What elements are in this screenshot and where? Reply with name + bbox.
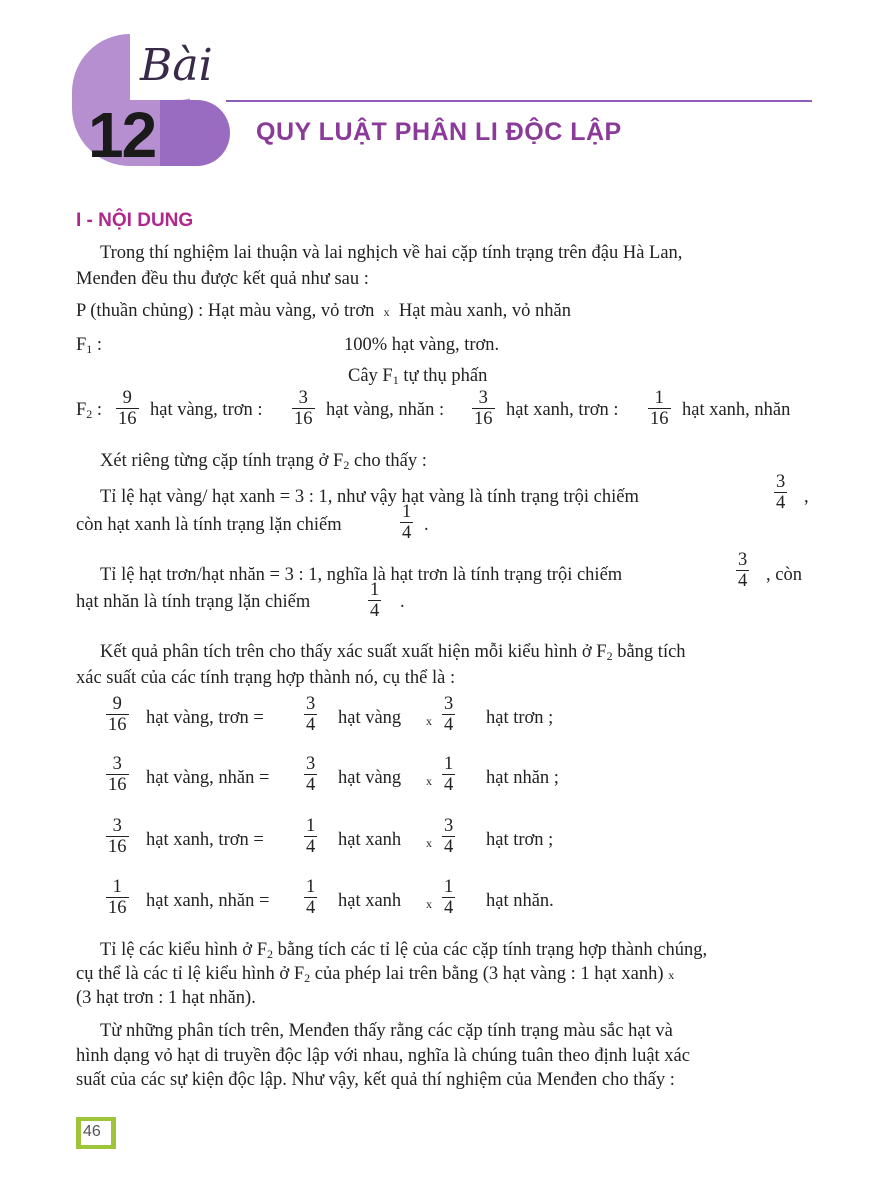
- fraction: 3 4: [306, 754, 316, 795]
- result-line2: xác suất của các tính trạng hợp thành nó, cụ thể là :: [76, 668, 456, 688]
- ratio1-comma: ,: [804, 487, 809, 507]
- times-sign: x: [383, 305, 390, 319]
- fraction: 3 16: [108, 816, 127, 857]
- fraction: 1 4: [402, 502, 412, 543]
- lesson-label: Bài: [140, 40, 213, 91]
- product-label: hạt vàng, nhăn =: [146, 768, 270, 788]
- fraction: 1 16: [108, 877, 127, 918]
- product-term: hạt trơn ;: [486, 830, 554, 850]
- last-para-line2: hình dạng vỏ hạt di truyền độc lập với nhau, nghĩa là chúng tuân theo định luật xác: [76, 1046, 690, 1066]
- ratio2-end: .: [400, 592, 405, 612]
- fraction: 3 16: [294, 388, 313, 429]
- last-para-line3: suất của các sự kiện độc lập. Như vậy, kết quả thí nghiệm của Menđen cho thấy :: [76, 1070, 675, 1090]
- product-term: hạt vàng: [338, 768, 402, 788]
- para1-line1: Trong thí nghiệm lai thuận và lai nghịch về hai cặp tính trạng trên đậu Hà Lan,: [100, 243, 683, 263]
- fraction: 3 4: [444, 816, 454, 857]
- ratio1-line1: Tỉ lệ hạt vàng/ hạt xanh = 3 : 1, như vậy hạt vàng là tính trạng trội chiếm: [100, 487, 639, 507]
- f2-item: hạt xanh, nhăn: [682, 400, 791, 420]
- page-title: QUY LUẬT PHÂN LI ĐỘC LẬP: [256, 118, 622, 146]
- fraction: 9 16: [118, 388, 137, 429]
- fraction: 3 16: [108, 754, 127, 795]
- product-label: hạt xanh, trơn =: [146, 830, 264, 850]
- ratio1-line2: còn hạt xanh là tính trạng lặn chiếm: [76, 515, 342, 535]
- f2-item: hạt vàng, nhăn :: [326, 400, 445, 420]
- fraction: 1 4: [370, 580, 380, 621]
- times-sign: x: [426, 714, 432, 728]
- fraction: 3 4: [776, 472, 786, 513]
- times-sign: x: [426, 897, 432, 911]
- times-sign: x: [426, 836, 432, 850]
- header-rule: [226, 100, 812, 102]
- page-number-tab: [76, 1117, 116, 1149]
- header-arc: [160, 100, 230, 166]
- result-line1: Kết quả phân tích trên cho thấy xác suất xuất hiện mỗi kiểu hình ở $F_2$ bằng tích: [100, 642, 686, 663]
- product-label: hạt xanh, nhăn =: [146, 891, 270, 911]
- product-label: hạt vàng, trơn =: [146, 708, 264, 728]
- ratio-para-line3: (3 hạt trơn : 1 hạt nhăn).: [76, 988, 256, 1008]
- fraction: 3 16: [474, 388, 493, 429]
- p-left: P (thuần chủng) : Hạt màu vàng, vỏ trơn: [76, 301, 375, 321]
- f2-item: hạt vàng, trơn :: [150, 400, 263, 420]
- fraction: 1 4: [306, 877, 316, 918]
- last-para-line1: Từ những phân tích trên, Menđen thấy rằng các cặp tính trạng màu sắc hạt và: [100, 1021, 673, 1041]
- times-sign: x: [426, 774, 432, 788]
- self-pollination: Cây $F_1$ tự thụ phấn: [348, 366, 488, 387]
- fraction: 1 16: [650, 388, 669, 429]
- fraction: 9 16: [108, 694, 127, 735]
- ratio2-after: , còn: [766, 565, 802, 585]
- ratio-para-line1: Tỉ lệ các kiểu hình ở $F_2$ bằng tích các tỉ lệ của các cặp tính trạng hợp thành chúng,: [100, 940, 708, 961]
- p-right: Hạt màu xanh, vỏ nhăn: [398, 301, 571, 321]
- ratio1-end: .: [424, 515, 429, 535]
- product-term: hạt trơn ;: [486, 708, 554, 728]
- fraction: 1 4: [444, 754, 454, 795]
- product-term: hạt nhăn ;: [486, 768, 559, 788]
- ratio2-line2: hạt nhăn là tính trạng lặn chiếm: [76, 592, 311, 612]
- ratio2-line1: Tỉ lệ hạt trơn/hạt nhăn = 3 : 1, nghĩa là hạt trơn là tính trạng trội chiếm: [100, 565, 623, 585]
- fraction: 3 4: [444, 694, 454, 735]
- p-cross-line: [76, 299, 571, 324]
- section-heading: I - NỘI DUNG: [76, 210, 194, 231]
- f1-value: 100% hạt vàng, trơn.: [344, 335, 500, 355]
- product-term: hạt nhăn.: [486, 891, 554, 911]
- consider-line: Xét riêng từng cặp tính trạng ở $F_2$ cho thấy :: [100, 451, 427, 472]
- fraction: 3 4: [738, 550, 748, 591]
- product-term: hạt xanh: [338, 830, 402, 850]
- product-term: hạt xanh: [338, 891, 402, 911]
- f1-label: $F_1$ :: [76, 335, 103, 356]
- lesson-number: 12: [88, 99, 156, 171]
- f2-item: hạt xanh, trơn :: [506, 400, 619, 420]
- para1-line2: Menđen đều thu được kết quả như sau :: [76, 269, 369, 289]
- ratio-para-line2: cụ thể là các tỉ lệ kiểu hình ở $F_2$ của phép lai trên bằng (3 hạt vàng : 1 hạt xanh) x: [76, 964, 675, 985]
- f2-label: $F_2$ :: [76, 400, 103, 421]
- fraction: 1 4: [444, 877, 454, 918]
- fraction: 1 4: [306, 816, 316, 857]
- fraction: 3 4: [306, 694, 316, 735]
- product-term: hạt vàng: [338, 708, 402, 728]
- page-number: 46: [83, 1123, 101, 1140]
